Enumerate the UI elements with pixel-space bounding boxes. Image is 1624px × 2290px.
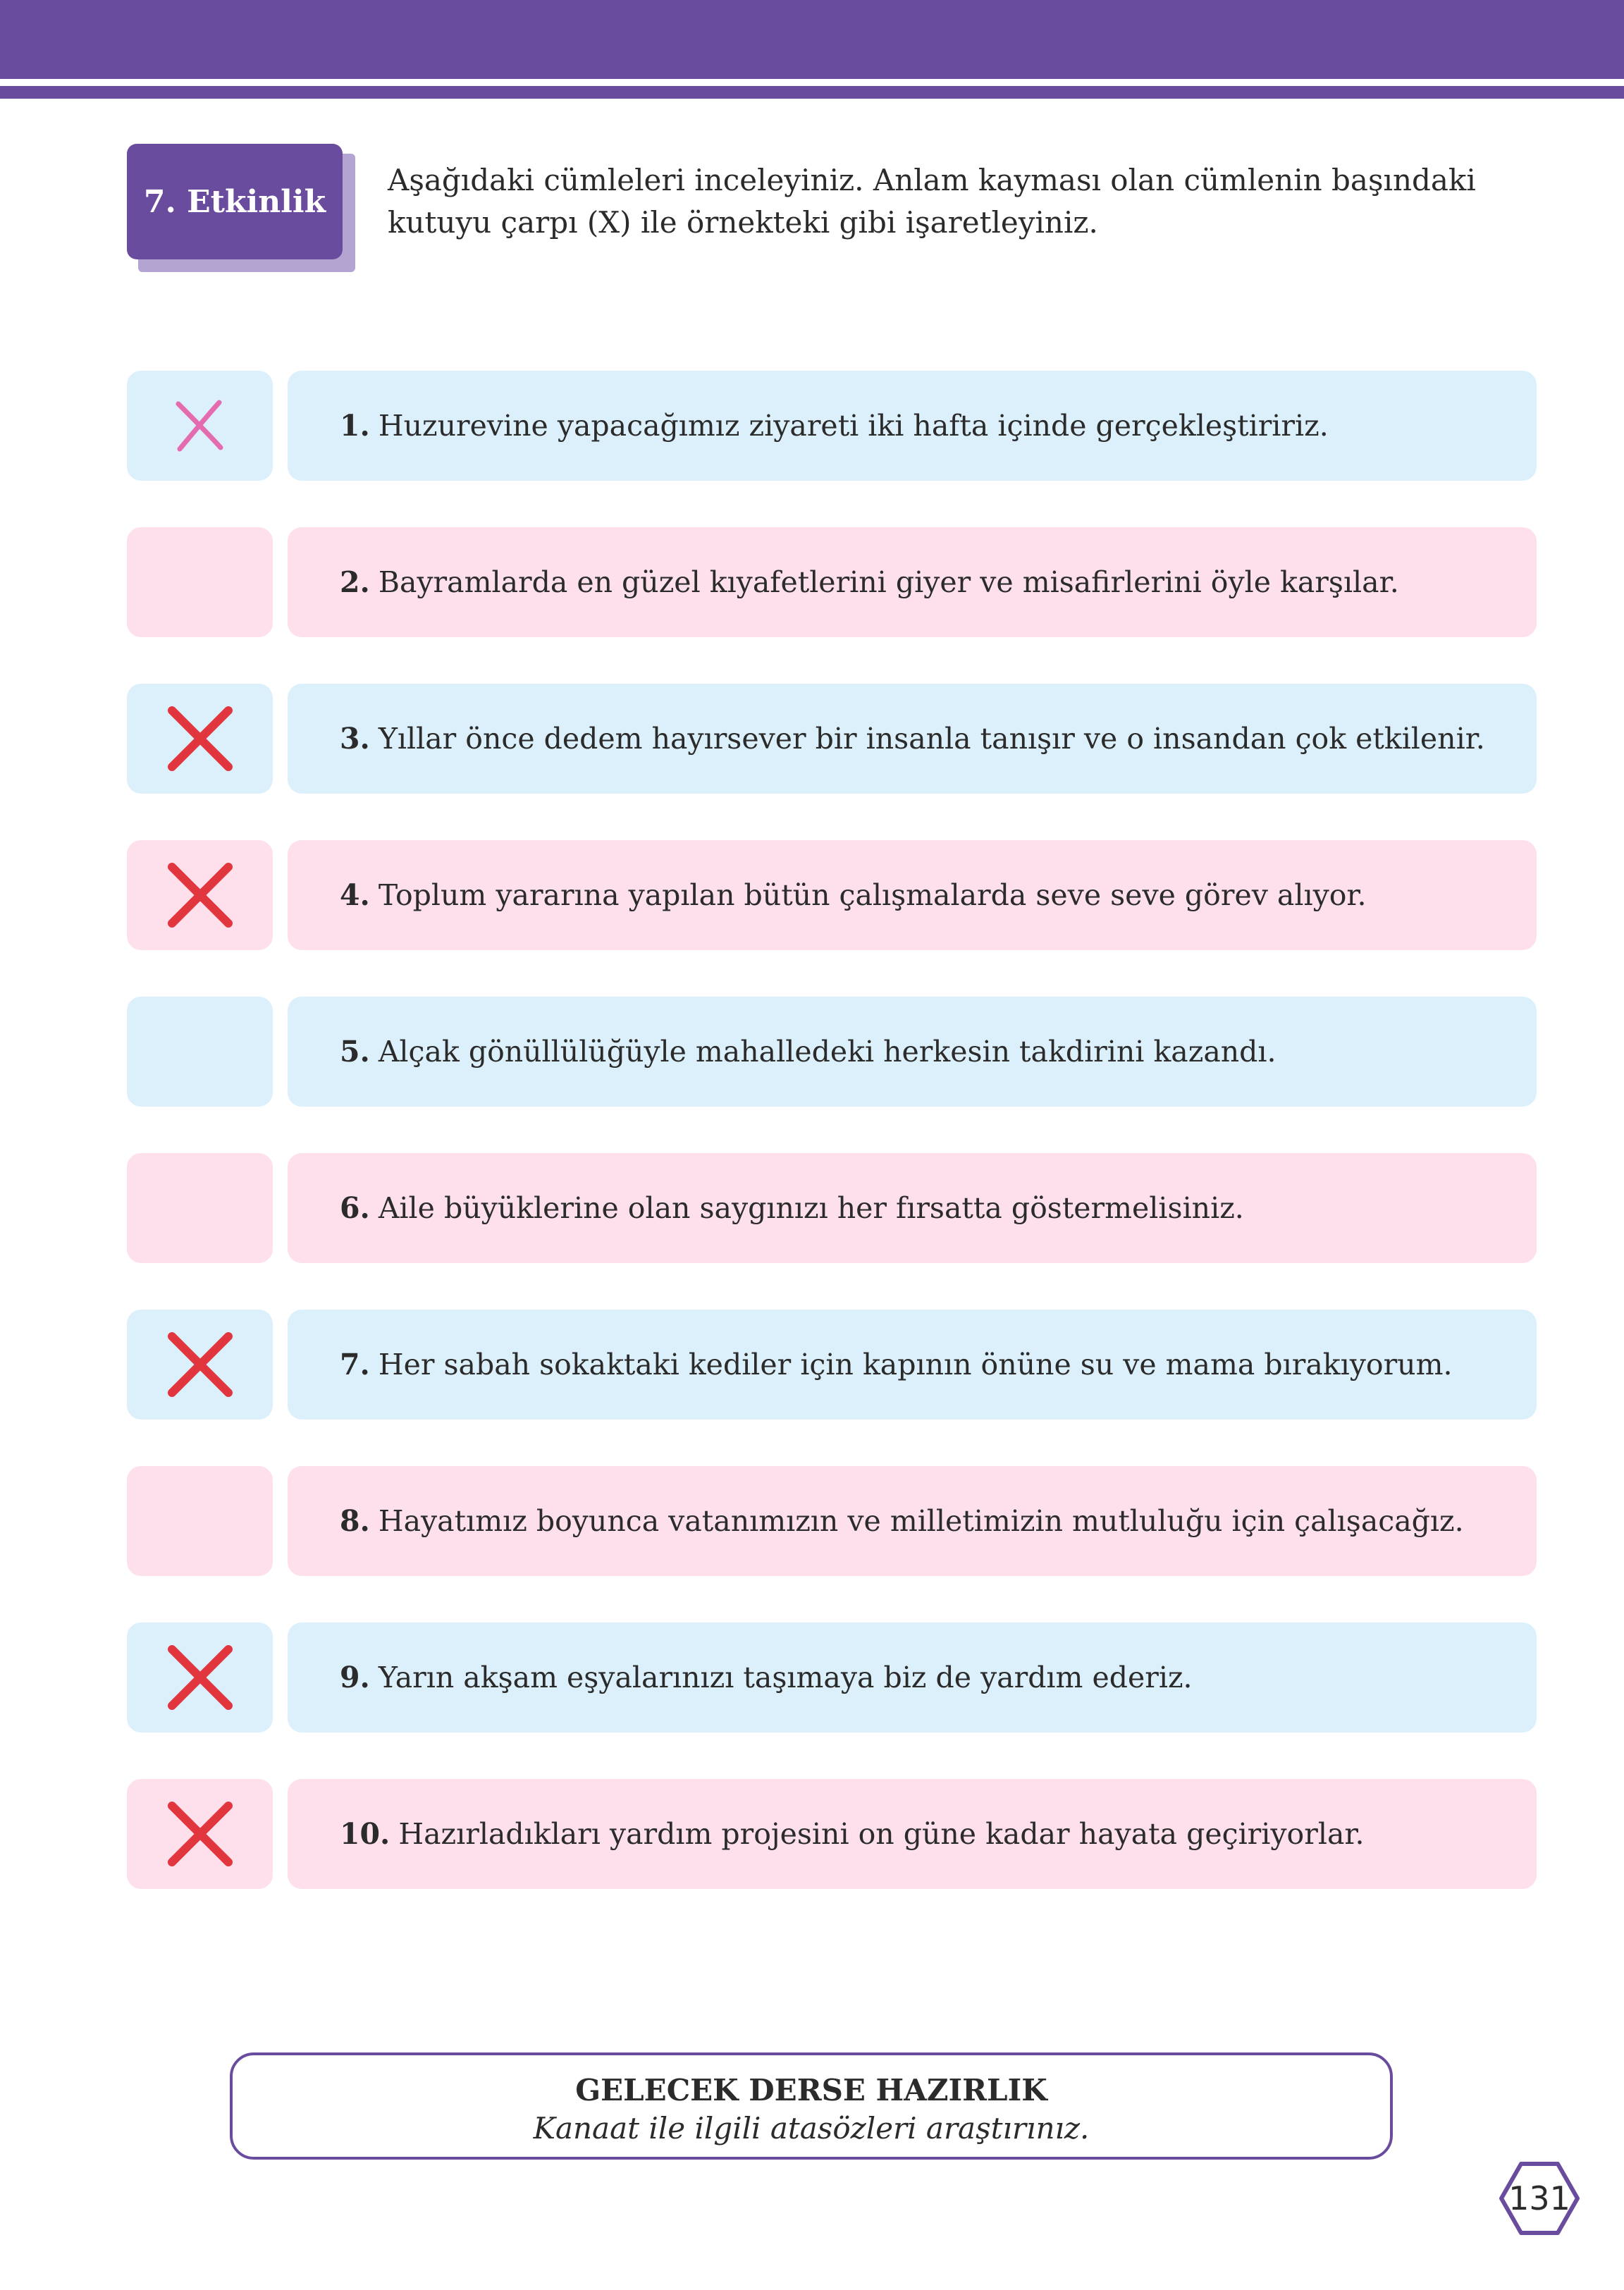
x-mark-icon (162, 1796, 238, 1872)
sentence-row (0, 684, 1624, 794)
activity-badge (127, 144, 343, 259)
sentence-box (288, 1153, 1537, 1263)
sentence-number: 1. (340, 409, 370, 443)
sentence-text: Toplum yararına yapılan bütün çalışmalarda seve seve görev alıyor. (378, 878, 1367, 912)
sentence-text: Bayramlarda en güzel kıyafetlerini giyer ve misafirlerini öyle karşılar. (378, 565, 1399, 599)
sentence-row (0, 840, 1624, 950)
answer-checkbox[interactable] (127, 1466, 273, 1576)
answer-checkbox[interactable] (127, 1153, 273, 1263)
x-mark-icon (162, 701, 238, 777)
answer-checkbox[interactable] (127, 684, 273, 794)
sentence-text: Hazırladıkları yardım projesini on güne kadar hayata geçiriyorlar. (398, 1817, 1365, 1851)
answer-checkbox[interactable] (127, 1310, 273, 1420)
sentence-row (0, 997, 1624, 1107)
sentence-text: Aile büyüklerine olan saygınızı her fırsatta göstermelisiniz. (378, 1191, 1244, 1225)
sentence-row (0, 1623, 1624, 1732)
answer-checkbox[interactable] (127, 840, 273, 950)
sentence-box (288, 684, 1537, 794)
sentence-number: 7. (340, 1348, 370, 1381)
example-x-mark-icon (170, 395, 230, 456)
sentence-box (288, 527, 1537, 637)
answer-checkbox[interactable] (127, 1623, 273, 1732)
homework-text: Kanaat ile ilgili atasözleri araştırınız. (533, 2111, 1090, 2146)
x-mark-icon (162, 857, 238, 933)
page-number (1497, 2160, 1582, 2237)
page-number-text: 131 (1508, 2179, 1570, 2217)
sentence-row (0, 1310, 1624, 1420)
sentence-box (288, 1623, 1537, 1732)
activity-instruction: Aşağıdaki cümleleri inceleyiniz. Anlam kayması olan cümlenin başındaki kutuyu çarpı (X) ile örnekteki gibi işaretleyiniz. (388, 163, 1476, 240)
sentence-box (288, 997, 1537, 1107)
sentence-box (288, 1310, 1537, 1420)
sentence-text: Yıllar önce dedem hayırsever bir insanla tanışır ve o insandan çok etkilenir. (378, 722, 1485, 756)
answer-checkbox[interactable] (127, 371, 273, 481)
sentence-text: Hayatımız boyunca vatanımızın ve milletimizin mutluluğu için çalışacağız. (378, 1504, 1464, 1538)
homework-title: GELECEK DERSE HAZIRLIK (575, 2073, 1047, 2107)
sentence-text: Huzurevine yapacağımız ziyareti iki hafta içinde gerçekleştiririz. (378, 409, 1329, 443)
header-band (0, 0, 1624, 79)
answer-checkbox[interactable] (127, 527, 273, 637)
sentence-number: 9. (340, 1661, 370, 1694)
header-rule (0, 86, 1624, 99)
sentence-text: Alçak gönüllülüğüyle mahalledeki herkesin takdirini kazandı. (378, 1035, 1277, 1069)
sentence-row (0, 371, 1624, 481)
sentence-row (0, 527, 1624, 637)
sentence-row (0, 1466, 1624, 1576)
sentence-box (288, 1779, 1537, 1889)
sentence-number: 8. (340, 1504, 370, 1538)
sentence-text: Yarın akşam eşyalarınızı taşımaya biz de yardım ederiz. (378, 1661, 1193, 1694)
sentence-box (288, 840, 1537, 950)
sentence-text: Her sabah sokaktaki kediler için kapının önüne su ve mama bırakıyorum. (378, 1348, 1453, 1381)
sentence-number: 4. (340, 878, 370, 912)
sentence-row (0, 1779, 1624, 1889)
sentence-number: 6. (340, 1191, 370, 1225)
sentence-number: 2. (340, 565, 370, 599)
answer-checkbox[interactable] (127, 1779, 273, 1889)
activity-label: 7. Etkinlik (143, 183, 326, 220)
sentence-number: 3. (340, 722, 370, 756)
sentence-box (288, 1466, 1537, 1576)
sentence-row (0, 1153, 1624, 1263)
answer-checkbox[interactable] (127, 997, 273, 1107)
homework-box (230, 2052, 1393, 2160)
sentence-box (288, 371, 1537, 481)
sentence-number: 10. (340, 1817, 390, 1851)
x-mark-icon (162, 1639, 238, 1716)
sentence-number: 5. (340, 1035, 370, 1069)
x-mark-icon (162, 1326, 238, 1403)
